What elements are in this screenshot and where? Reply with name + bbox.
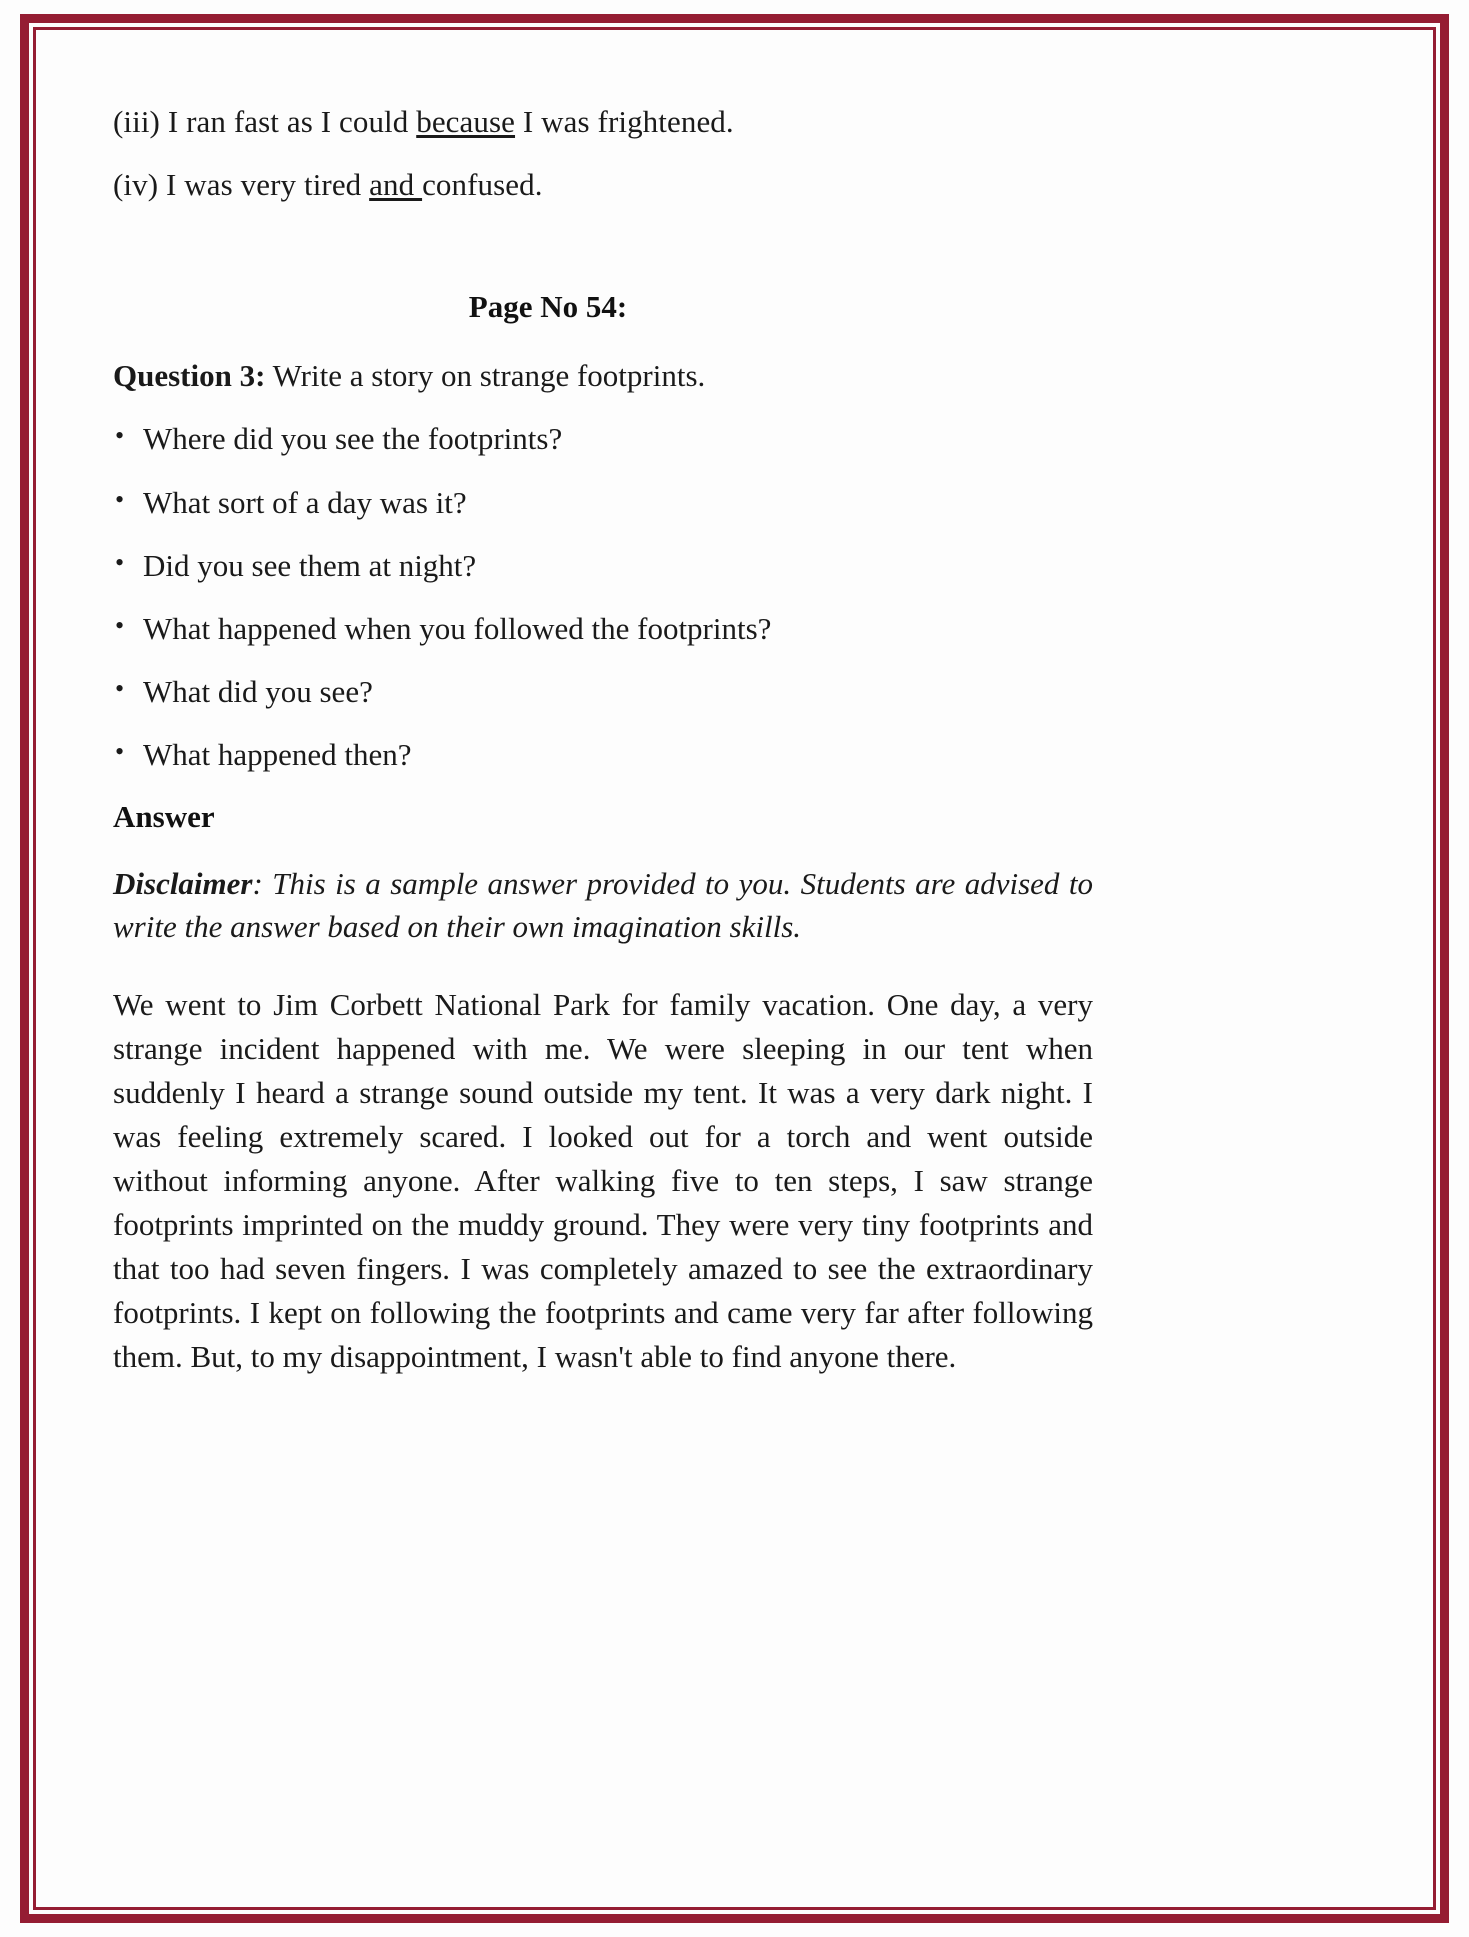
- answer-item-iv: [113, 167, 1093, 204]
- list-item: [113, 736, 1093, 773]
- question-prompt-list: [113, 420, 1093, 773]
- list-item-label: What happened when you followed the footprints?: [143, 610, 772, 646]
- answer-item-iii: [113, 104, 1093, 141]
- list-item-label: What sort of a day was it?: [143, 484, 467, 520]
- answer-heading: Answer: [113, 799, 215, 835]
- list-item-label: What did you see?: [143, 674, 373, 710]
- question-text: Write a story on strange footprints.: [265, 358, 706, 394]
- list-item: [113, 610, 1093, 647]
- answer-item-iv-prefix: (iv) I was very tired: [113, 166, 370, 202]
- answer-body-paragraph: We went to Jim Corbett National Park for family vacation. One day, a very strange incident happened with me. We were sleeping in our tent when suddenly I heard a strange sound outside my tent. It was a very dark night. I was feeling extremely scared. I looked out for a torch and went outside without informing anyone. After walking five to ten steps, I saw strange footprints imprinted on the muddy ground. They were very tiny footprints and that too had seven fingers. I was completely amazed to see the extraordinary footprints. I kept on following the footprints and came very far after following them. But, to my disappointment, I wasn't able to find anyone there.: [113, 987, 1093, 1375]
- list-item: [113, 484, 1093, 521]
- disclaimer-label: Disclaimer: [113, 866, 253, 902]
- list-item-label: What happened then?: [143, 737, 412, 773]
- list-item: [113, 547, 1093, 584]
- bullet-dot-icon: •: [115, 674, 125, 704]
- bullet-dot-icon: •: [115, 421, 125, 451]
- answer-item-iii-suffix: I was frightened.: [515, 104, 734, 139]
- bullet-dot-icon: •: [115, 484, 125, 514]
- question-line: [113, 357, 1093, 394]
- bullet-dot-icon: •: [115, 610, 125, 640]
- bullet-dot-icon: •: [115, 737, 125, 767]
- disclaimer-text: : This is a sample answer provided to you. Students are advised to write the answer based on their own imagination skills.: [113, 866, 1093, 945]
- answer-item-iv-suffix: confused.: [422, 166, 543, 202]
- answer-item-iv-underlined: and: [369, 166, 423, 202]
- answer-item-iii-underlined: because: [416, 104, 516, 139]
- disclaimer-paragraph: [113, 863, 1093, 949]
- bullet-dot-icon: •: [115, 547, 125, 577]
- page-number-heading: Page No 54:: [468, 289, 628, 325]
- list-item: [113, 673, 1093, 710]
- answer-item-iii-prefix: (iii) I ran fast as I could: [113, 104, 417, 139]
- list-item-label: Did you see them at night?: [143, 547, 477, 583]
- list-item: [113, 420, 1093, 457]
- section-spacer: [113, 229, 1093, 289]
- page-content: [113, 104, 1093, 1379]
- list-item-label: Where did you see the footprints?: [143, 421, 563, 457]
- question-label: Question 3:: [113, 358, 266, 394]
